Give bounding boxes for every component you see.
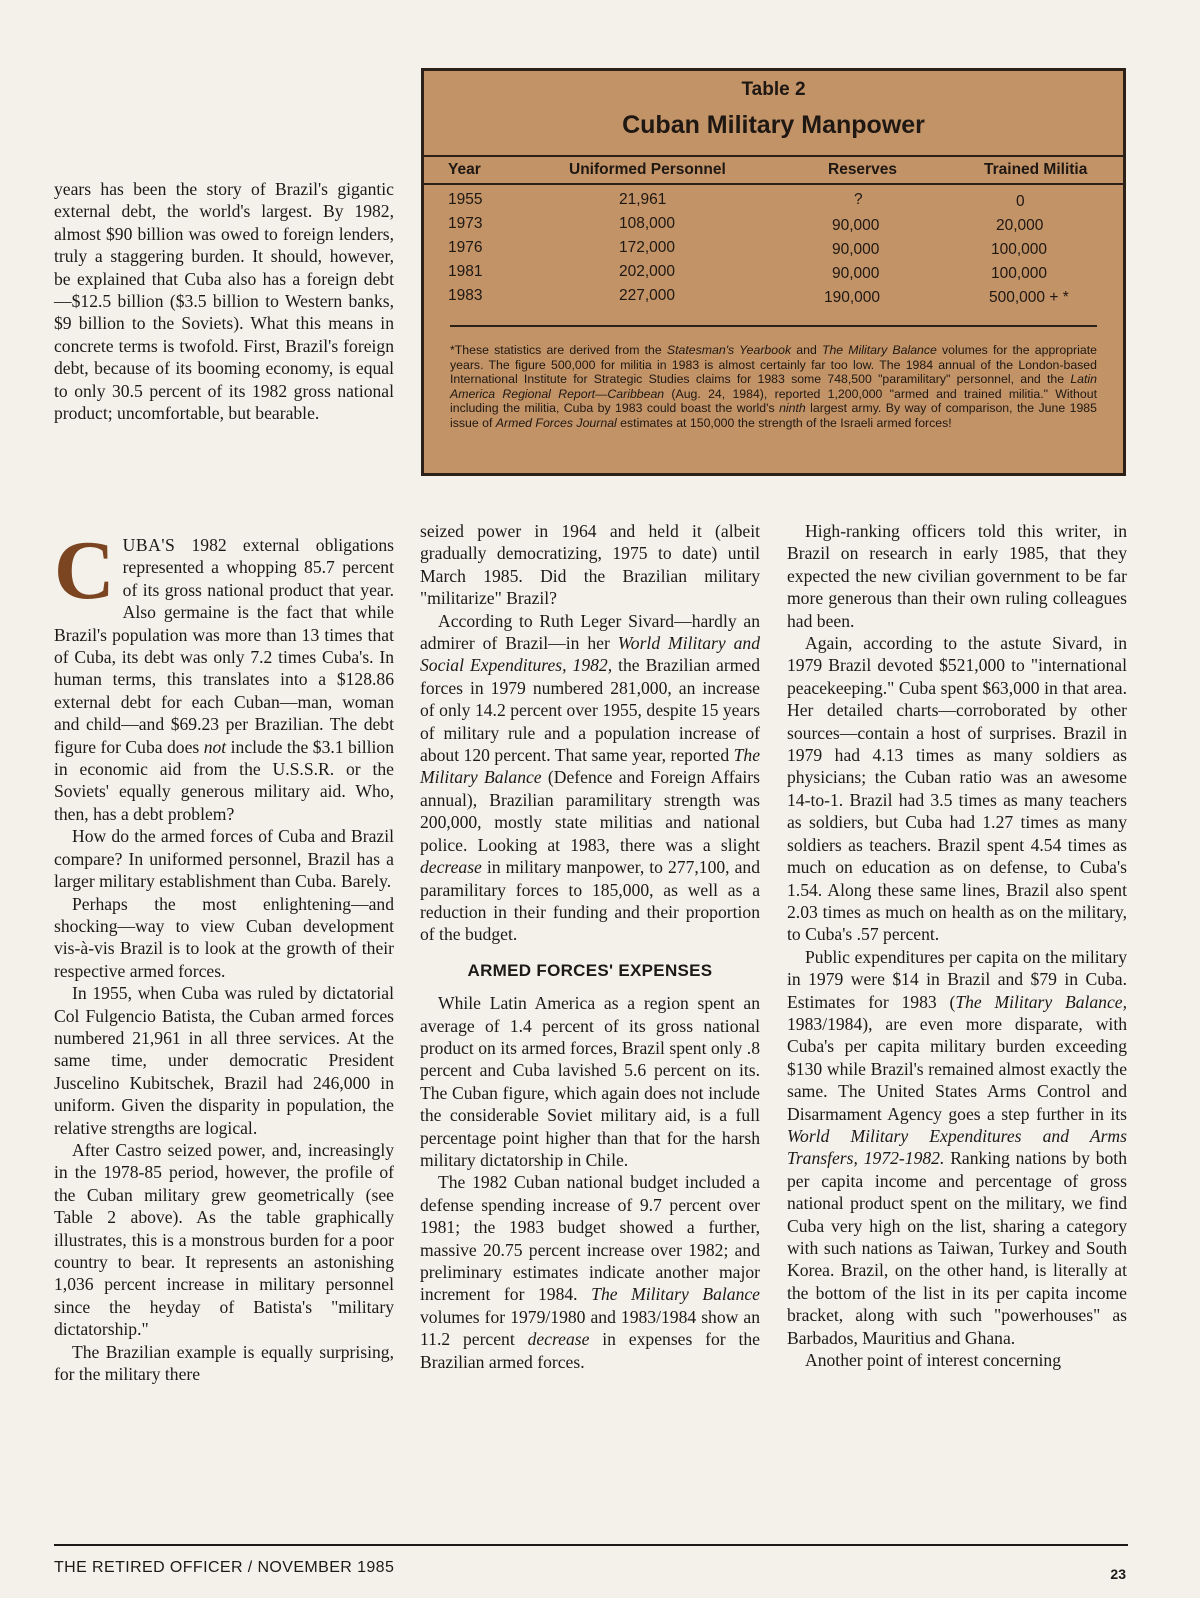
- paragraph: years has been the story of Brazil's gigantic external debt, the world's largest. By 1982, almost $90 billion was owed to foreign lenders, truly a staggering burden. It should, however, be explained that Cuba also has a foreign debt—$12.5 billion ($3.5 billion to Western banks, $9 billion to the Soviets). What this means in concrete terms is twofold. First, Brazil's foreign debt, because of its booming economy, is equal to only 30.5 percent of its 1982 gross national product; uncomfortable, but bearable.: [54, 179, 394, 424]
- footnote-text: and: [791, 343, 822, 357]
- table-header-reserves: Reserves: [828, 161, 897, 178]
- text-run: The 1982 Cuban national budget included a defense spending increase of 9.7 percent over 1981; the 1983 budget showed a further, massive 20.75 percent increase over 1982; and preliminary estimates indicate another major increment for 1984.: [420, 1172, 760, 1305]
- table-rule-top: [424, 155, 1123, 157]
- paragraph: seized power in 1964 and held it (albeit gradually democratizing, 1975 to date) until March 1985. Did the Brazilian military "militarize" Brazil?: [420, 521, 760, 609]
- table-cell: 90,000: [832, 265, 880, 282]
- footnote-text: estimates at 150,000 the strength of the Israeli armed forces!: [616, 415, 952, 430]
- table-cell: 90,000: [832, 217, 880, 234]
- table-cell: 190,000: [824, 289, 881, 306]
- column-3-text: [787, 520, 1127, 1371]
- text-run: According to Ruth Leger Sivard—hardly an admirer of Brazil—in her: [420, 610, 760, 654]
- table-cell: 227,000: [619, 287, 676, 304]
- table-cell: 90,000: [832, 241, 880, 258]
- table-cell: 1955: [448, 191, 483, 208]
- text-run: include the $3.1 billion in economic aid from the U.S.S.R. or the Soviets' equally generous military aid. Who, then, has a debt problem?: [54, 736, 394, 824]
- text-run: (Defence and Foreign Affairs annual), Brazilian paramilitary strength was 200,000, mostly state militias and national police. Looking at 1983, there was a slight: [420, 767, 760, 855]
- text-run: volumes for 1979/1980 and 1983/1984 show an 11.2 percent: [420, 1306, 760, 1350]
- table-cell: 100,000: [991, 241, 1048, 258]
- paragraph: High-ranking officers told this writer, in Brazil on research in early 1985, that they expected the new civilian government to be far more generous than their own ruling colleagues had been.: [787, 521, 1127, 631]
- text-run: 1983/1984), are even more disparate, with Cuba's per capita military burden exceeding $130 while Brazil's remained almost exactly the same. The United States Arms Control and Disarmament Agency goes a step further in its: [787, 1013, 1127, 1124]
- book-title: The Military Balance,: [955, 991, 1127, 1012]
- table-cell: 100,000: [991, 265, 1048, 282]
- text-run: the Brazilian armed forces in 1979 numbered 281,000, an increase of only 14.2 percent over 1955, despite 15 years of military rule and a population increase of about 120 percent. That same year, reported: [420, 655, 760, 766]
- footnote-text: (Aug. 24, 1984), reported 1,200,000 "armed and trained militia." Without including the militia, Cuba by 1983 could boast the world's: [450, 386, 1097, 416]
- page-number: 23: [1110, 1566, 1126, 1582]
- paragraph: [420, 610, 760, 946]
- paragraph: How do the armed forces of Cuba and Brazil compare? In uniformed personnel, Brazil has a larger military establishment than Cuba. Barely.: [54, 826, 394, 892]
- table-2-box: [421, 68, 1126, 476]
- footnote-title: Latin America Regional Report—Caribbean: [450, 372, 1097, 401]
- table-cell: 1983: [448, 287, 483, 304]
- footnote-title: The Military Balance: [821, 343, 937, 357]
- column-1-top-text: [54, 178, 394, 424]
- paragraph: In 1955, when Cuba was ruled by dictatorial Col Fulgencio Batista, the Cuban armed forces numbered 21,961 in all three services. At the same time, under democratic President Juscelino Kubitschek, Brazil had 246,000 in uniform. Given the disparity in population, the relative strengths are logical.: [54, 983, 394, 1138]
- footnote-text: volumes for the appropriate years. The figure 500,000 for militia in 1983 is almost certainly far too low. The 1984 annual of the London-based International Institute for Strategic Studies claims for 1983 some 748,500 "paramilitary" personnel, and the: [450, 343, 1097, 387]
- paragraph: Perhaps the most enlightening—and shocking—way to view Cuban development vis-à-vis Brazil is to look at the growth of their respective armed forces.: [54, 893, 394, 981]
- footnote-text: *These statistics are derived from the: [450, 343, 667, 357]
- table-cell: 202,000: [619, 263, 676, 280]
- text-run: Public expenditures per capita on the military in 1979 were $14 in Brazil and $79 in Cuba. Estimates for 1983 (: [787, 946, 1127, 1012]
- text-run: 1982 external obligations represented a whopping 85.7 percent of its gross national product that year. Also germaine is the fact that while Brazil's population was more than 13 times that of Cuba, its debt was only 7.2 times Cuba's. In human terms, this translates into a $128.86 external debt for each Cuban—man, woman and child—and $69.23 per Brazilian. The debt figure for Cuba does: [54, 535, 394, 757]
- table-cell: 1976: [448, 239, 483, 256]
- table-rule-header: [424, 183, 1123, 185]
- table-cell: 172,000: [619, 239, 676, 256]
- book-title: World Military and Social Expenditures, 1982,: [420, 633, 760, 676]
- table-cell: 21,961: [619, 191, 667, 208]
- book-title: The Military Balance: [591, 1284, 760, 1305]
- footer-rule: [54, 1544, 1128, 1546]
- emphasis: decrease: [527, 1329, 590, 1350]
- paragraph: [787, 946, 1127, 1349]
- section-subhead: ARMED FORCES' EXPENSES: [467, 960, 713, 980]
- book-title: World Military Expenditures and Arms Transfers, 1972-1982.: [787, 1125, 1127, 1169]
- text-run: in expenses for the Brazilian armed forces.: [420, 1329, 760, 1372]
- table-cell: 20,000: [996, 217, 1044, 234]
- book-title: The Military Balance: [420, 745, 760, 788]
- table-footnote: [450, 343, 1097, 431]
- paragraph: While Latin America as a region spent an average of 1.4 percent of its gross national product on its armed forces, Brazil spent only .8 percent and Cuba lavished 5.6 percent on its. The Cuban figure, which again does not include the considerable Soviet military aid, is a full percentage point higher than that for the harsh military dictatorship in Chile.: [420, 993, 760, 1170]
- paragraph: Another point of interest concerning: [805, 1350, 1062, 1371]
- footer-publication: THE RETIRED OFFICER / NOVEMBER 1985: [54, 1559, 395, 1576]
- table-cell: 1973: [448, 215, 483, 232]
- paragraph: [54, 524, 394, 825]
- footnote-title: Armed Forces Journal: [495, 415, 617, 430]
- text-run: in military manpower, to 277,100, and paramilitary forces to 185,000, as well as a reduction in their funding and their proportion of the budget.: [420, 857, 760, 945]
- paragraph: After Castro seized power, and, increasingly in the 1978-85 period, however, the profile of the Cuban military grew geometrically (see Table 2 above). As the table graphically illustrates, this is a monstrous burden for a poor country to bear. It represents an astonishing 1,036 percent increase in military personnel since the heyday of Batista's "military dictatorship.": [54, 1139, 394, 1340]
- table-header-year: Year: [448, 161, 481, 178]
- table-cell: 0: [1016, 193, 1025, 210]
- emphasis: decrease: [420, 857, 482, 878]
- table-header-militia: Trained Militia: [984, 161, 1088, 178]
- footnote-emphasis: ninth: [779, 401, 806, 416]
- table-cell: 500,000 + *: [989, 289, 1069, 306]
- table-cell: ?: [854, 191, 863, 208]
- lead-caps: UBA'S: [122, 535, 176, 555]
- footnote-title: Statesman's Yearbook: [666, 343, 792, 357]
- column-2-text: [420, 520, 760, 1373]
- paragraph: The Brazilian example is equally surprising, for the military there: [54, 1341, 394, 1385]
- table-cell: 1981: [448, 263, 483, 280]
- table-rule-bottom: [450, 325, 1097, 327]
- table-number: Table 2: [741, 79, 806, 100]
- paragraph: Again, according to the astute Sivard, in 1979 Brazil devoted $521,000 to "international peacekeeping." Cuba spent $63,000 in that area. Her detailed charts—corroborated by other sources—contain a host of surprises. Brazil in 1979 had 4.13 times as many soldiers as physicians; the Cuban ratio was an awesome 14-to-1. Brazil had 3.5 times as many teachers as soldiers, but Cuba had 1.27 times as many soldiers as teachers. Brazil spent 4.54 times as much on education as on defense, to Cuba's 1.54. Along these same lines, Brazil also spent 2.03 times as much on health as on the military, to Cuba's .57 percent.: [787, 633, 1127, 945]
- table-header-uniformed: Uniformed Personnel: [569, 161, 726, 178]
- text-run: Ranking nations by both per capita income and percentage of gross national product spent on the military, we find Cuba very high on the list, sharing a category with such nations as Taiwan, Turkey and South Korea. Brazil, on the other hand, is literally at the bottom of the list in its per capita income bracket, along with such "powerhouses" as Barbados, Mauritius and Ghana.: [787, 1148, 1127, 1348]
- paragraph: [420, 1171, 760, 1373]
- footnote-text: largest army. By way of comparison, the June 1985 issue of: [450, 401, 1097, 430]
- table-title: Cuban Military Manpower: [622, 111, 925, 139]
- emphasis: not: [203, 736, 227, 757]
- table-cell: 108,000: [619, 215, 676, 232]
- column-1-text: [54, 524, 394, 1385]
- drop-cap: C: [54, 524, 115, 617]
